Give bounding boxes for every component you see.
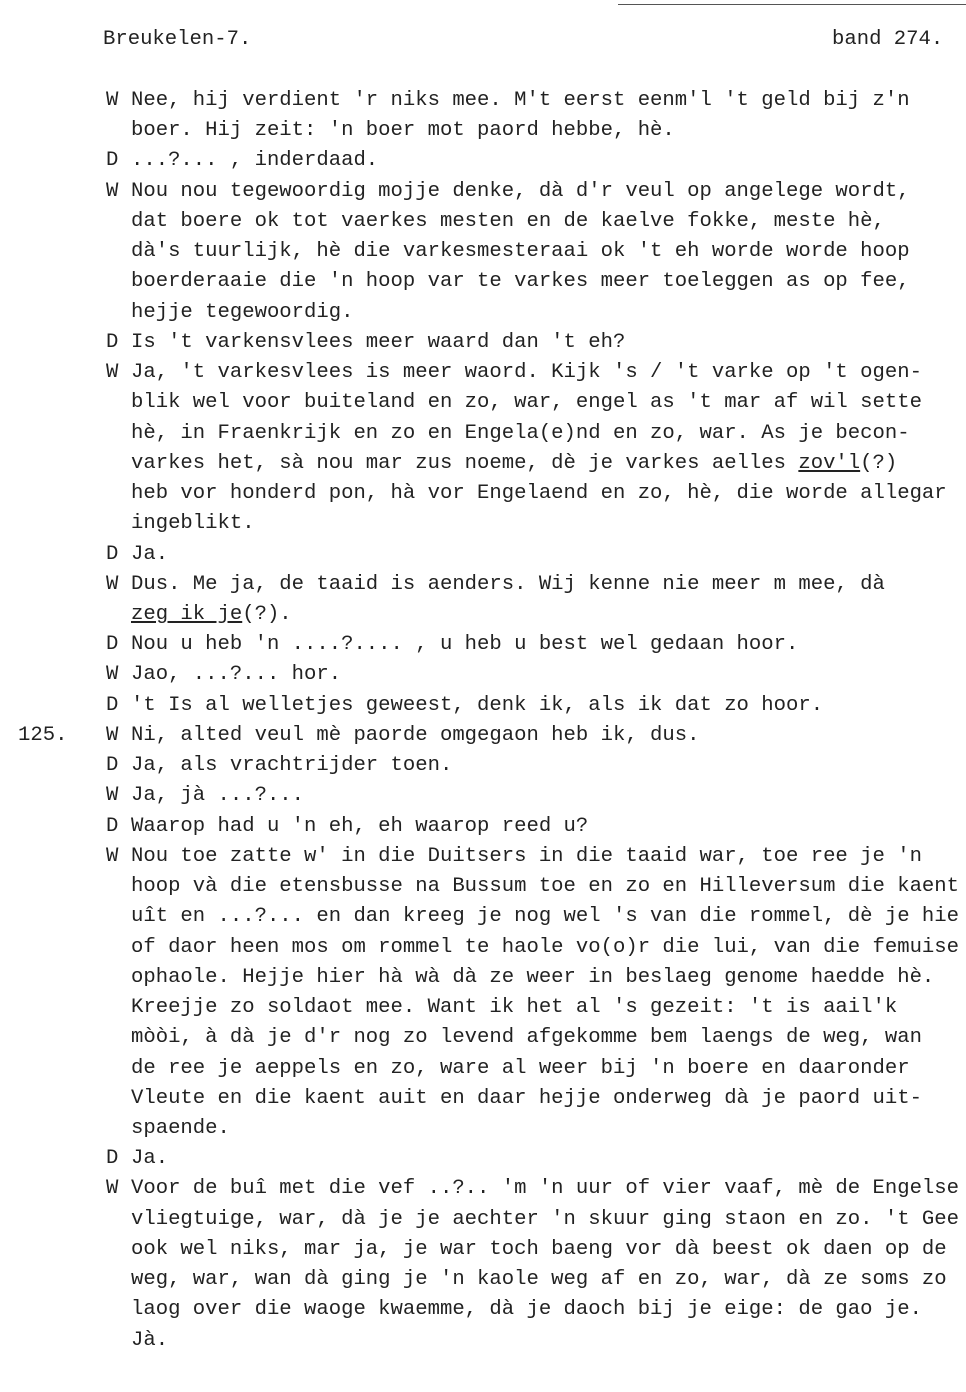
speaker-label: D (106, 633, 119, 657)
transcript-line (106, 509, 966, 539)
line-text: Nou toe zatte w' in die Duitsers in die taaid war, toe ree je 'n (131, 844, 922, 868)
transcript-line (106, 781, 966, 811)
line-text: Waarop had u 'n eh, eh waarop reed u? (131, 814, 589, 838)
transcript-line (106, 1084, 966, 1114)
margin-page-number: 125. (18, 724, 68, 747)
line-text: Voor de buî met die vef ..?.. 'm 'n uur of vier vaaf, mè de Engelse (131, 1177, 960, 1201)
line-text: varkes het, sà nou mar zus noeme, dè je varkes aelles (131, 451, 799, 475)
line-text: Ja, 't varkesvlees is meer waord. Kijk 's / 't varke op 't ogen- (131, 361, 922, 385)
band-number: band 274. (832, 28, 944, 51)
line-text-after: (?) (860, 451, 898, 475)
line-text: blik wel voor buiteland en zo, war, engel as 't mar af wil sette (131, 391, 922, 415)
transcript-line (106, 146, 966, 176)
line-text: ook wel niks, mar ja, je war toch baeng vor dà beest ok daen op de (131, 1237, 947, 1261)
line-text: Ni, alted veul mè paorde omgegaon heb ik, dus. (131, 723, 700, 747)
speaker-label: D (106, 1147, 119, 1171)
transcript-line (106, 449, 966, 479)
transcript-line (106, 630, 966, 660)
transcript-line (106, 570, 966, 600)
transcript-line (106, 872, 966, 902)
transcript-line (106, 116, 966, 146)
transcript-line (106, 1295, 966, 1325)
line-text: mòòi, à dà je d'r nog zo levend afgekomme bem laengs de weg, wan (131, 1026, 922, 1050)
line-text: Ja. (131, 542, 169, 566)
line-text: 't Is al welletjes geweest, denk ik, als ik dat zo hoor. (131, 693, 824, 717)
transcript-line (106, 1205, 966, 1235)
line-text: boerderaaie die 'n hoop var te varkes meer toeleggen as op fee, (131, 270, 910, 294)
speaker-label: W (106, 1177, 119, 1201)
speaker-label: D (106, 814, 119, 838)
transcript-line (106, 1144, 966, 1174)
line-text: Ja, als vrachtrijder toen. (131, 754, 453, 778)
line-text: dat boere ok tot vaerkes mesten en de kaelve fokke, meste hè, (131, 209, 885, 233)
line-text: uît en ...?... en dan kreeg je nog wel 's van die rommel, dè je hie (131, 905, 960, 929)
line-text: Nee, hij verdient 'r niks mee. M't eerst eenm'l 't geld bij z'n (131, 89, 910, 112)
underlined-text: zeg ik je (131, 602, 243, 626)
transcript-line (106, 86, 966, 116)
transcript-line (106, 419, 966, 449)
line-text: de ree je aeppels en zo, ware al weer bij 'n boere en daaronder (131, 1056, 910, 1080)
line-text: heb vor honderd pon, hà vor Engelaend en zo, hè, die worde allegar (131, 482, 947, 506)
speaker-label: D (106, 754, 119, 778)
line-text: dà's tuurlijk, hè die varkesmesteraai ok 't eh worde worde hoop (131, 240, 910, 264)
line-text: spaende. (131, 1116, 230, 1140)
speaker-label: W (106, 723, 119, 747)
transcript-line (106, 660, 966, 690)
line-text: boer. Hij zeit: 'n boer mot paord hebbe, hè. (131, 119, 675, 143)
line-text: of daor heen mos om rommel te haole vo(o)r die lui, van die femuise (131, 935, 960, 959)
speaker-label: W (106, 663, 119, 687)
top-rule (618, 4, 966, 5)
speaker-label: D (106, 149, 119, 173)
line-text: Kreejje zo soldaot mee. Want ik het al 's gezeit: 't is aail'k (131, 996, 898, 1020)
line-text: Dus. Me ja, de taaid is aenders. Wij kenne nie meer m mee, dà (131, 572, 885, 596)
transcript-line (106, 691, 966, 721)
speaker-label: W (106, 361, 119, 385)
line-text: hejje tegewoordig. (131, 300, 354, 324)
line-text: Jà. (131, 1328, 169, 1352)
transcript-line (106, 1265, 966, 1295)
transcript-line (106, 1326, 966, 1356)
transcript-line (106, 963, 966, 993)
speaker-label: W (106, 179, 119, 203)
line-text: Ja. (131, 1147, 169, 1171)
transcript-line (106, 933, 966, 963)
speaker-label: W (106, 844, 119, 868)
line-text-after: (?). (242, 602, 292, 626)
underlined-text: zov'l (798, 451, 861, 475)
transcript-line (106, 902, 966, 932)
line-text: vliegtuige, war, dà je je aechter 'n skuur ging staon en zo. 't Gee (131, 1207, 960, 1231)
transcript-line (106, 540, 966, 570)
line-text: ingeblikt. (131, 512, 255, 536)
line-text: Jao, ...?... hor. (131, 663, 342, 687)
transcript-line (106, 1023, 966, 1053)
transcript-line (106, 842, 966, 872)
line-text: Is 't varkensvlees meer waard dan 't eh? (131, 330, 626, 354)
line-text: weg, war, wan dà ging je 'n kaole weg af en zo, war, dà ze soms zo (131, 1268, 947, 1292)
speaker-label: W (106, 784, 119, 808)
transcript-line (106, 1114, 966, 1144)
transcript-line (106, 388, 966, 418)
speaker-label: W (106, 89, 119, 112)
line-text: ophaole. Hejje hier hà wà dà ze weer in beslaeg genome haedde hè. (131, 965, 935, 989)
transcript-line (106, 207, 966, 237)
line-text: ...?... , inderdaad. (131, 149, 379, 173)
transcript-line (106, 721, 966, 751)
transcript-line (106, 267, 966, 297)
transcript-line (106, 479, 966, 509)
transcript-line (106, 237, 966, 267)
transcript-line (106, 358, 966, 388)
transcript-line (106, 1054, 966, 1084)
transcript-line (106, 600, 966, 630)
speaker-label: D (106, 542, 119, 566)
transcript-line (106, 812, 966, 842)
transcript-line (106, 751, 966, 781)
transcript-line (106, 298, 966, 328)
transcript-line (106, 1235, 966, 1265)
line-text: Ja, jà ...?... (131, 784, 305, 808)
line-text: Nou u heb 'n ....?.... , u heb u best wel gedaan hoor. (131, 633, 799, 657)
transcript-line (106, 993, 966, 1023)
line-text: hoop và die etensbusse na Bussum toe en zo en Hilleversum die kaent (131, 875, 960, 899)
document-title: Breukelen-7. (103, 28, 252, 51)
line-text: Nou nou tegewoordig mojje denke, dà d'r veul op angelege wordt, (131, 179, 910, 203)
speaker-label: W (106, 572, 119, 596)
line-text: laog over die waoge kwaemme, dà je daoch bij je eige: de gao je. (131, 1298, 922, 1322)
transcript-body (106, 86, 966, 1356)
speaker-label: D (106, 693, 119, 717)
line-text: Vleute en die kaent auit en daar hejje onderweg dà je paord uit- (131, 1086, 922, 1110)
transcript-line (106, 328, 966, 358)
line-text: hè, in Fraenkrijk en zo en Engela(e)nd en zo, war. As je becon- (131, 421, 910, 445)
speaker-label: D (106, 330, 119, 354)
transcript-line (106, 177, 966, 207)
transcript-line (106, 1174, 966, 1204)
